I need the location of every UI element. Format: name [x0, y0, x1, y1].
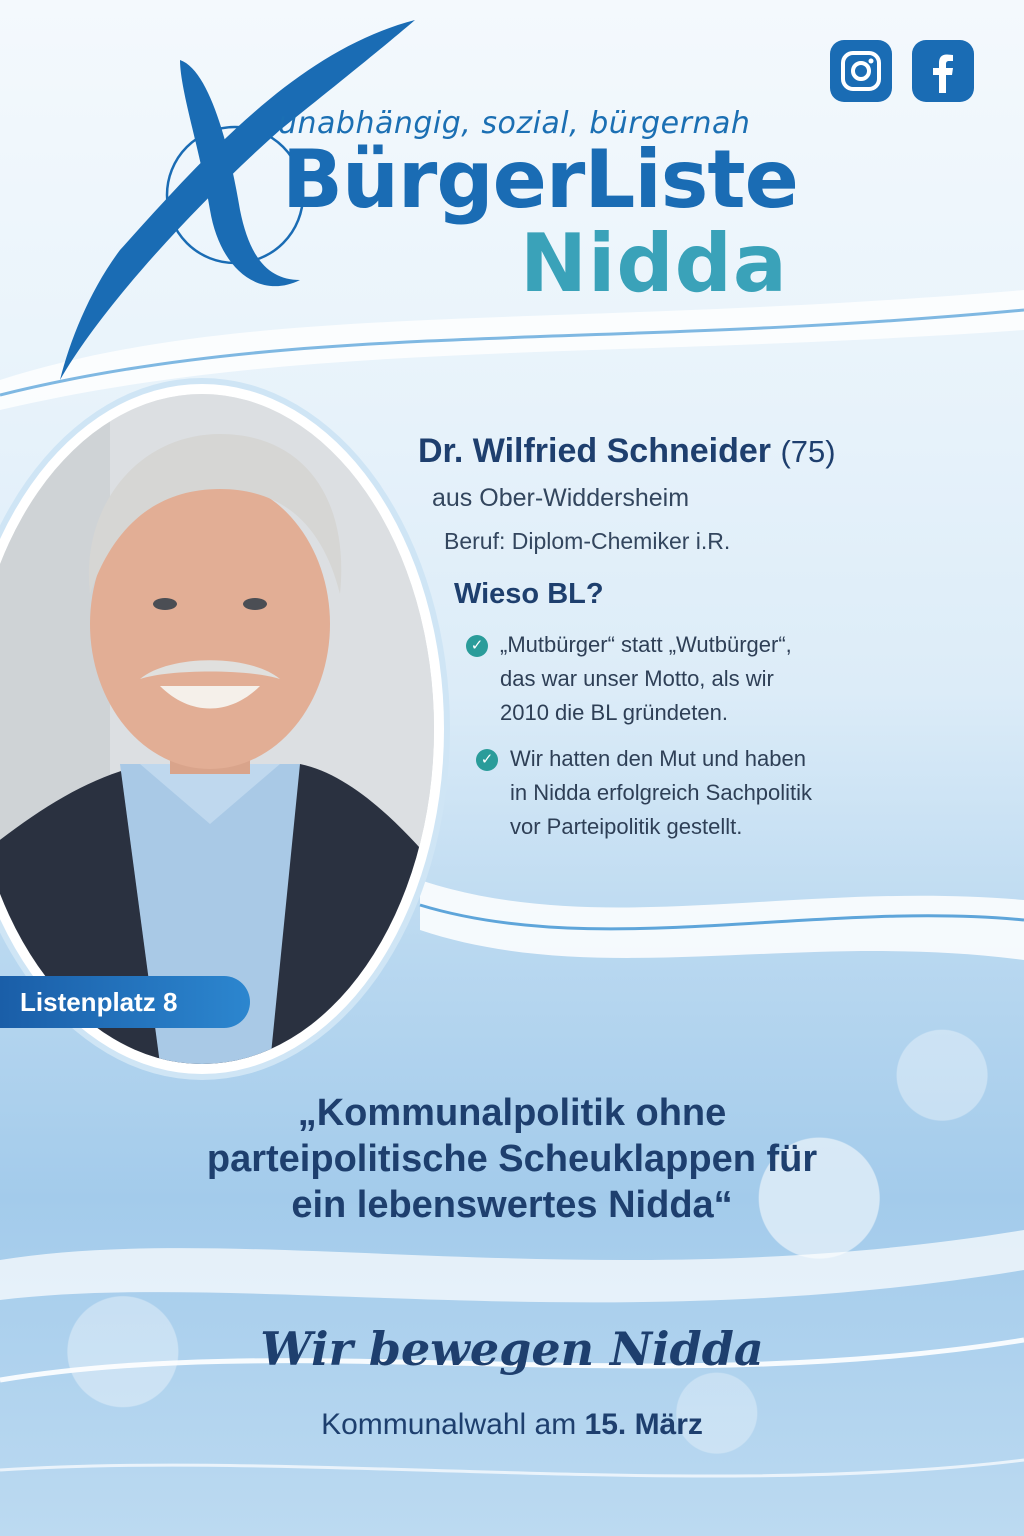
instagram-icon[interactable]	[830, 40, 892, 102]
candidate-origin: aus Ober-Widdersheim	[432, 484, 690, 512]
tagline: unabhängig, sozial, bürgernah	[278, 106, 751, 141]
check-icon: ✓	[466, 635, 488, 657]
quote-line: ein lebenswertes Nidda“	[291, 1184, 733, 1226]
quote-line: parteipolitische Scheuklappen für	[206, 1138, 818, 1180]
brand-name-line1: BürgerListe	[282, 133, 798, 226]
candidate-name: Dr. Wilfried Schneider	[418, 432, 771, 470]
quote-line: „Kommunalpolitik ohne	[297, 1092, 727, 1134]
candidate-age: (75)	[780, 434, 836, 469]
bullet-line: das war unser Motto, als wir	[500, 666, 774, 691]
candidate-photo	[0, 394, 434, 1064]
election-prefix: Kommunalwahl am	[321, 1408, 577, 1441]
facebook-icon[interactable]	[912, 40, 974, 102]
bullet-line: in Nidda erfolgreich Sachpolitik	[510, 780, 813, 805]
check-icon: ✓	[476, 749, 498, 771]
candidate-job: Beruf: Diplom-Chemiker i.R.	[444, 528, 731, 554]
why-bullet-2	[476, 742, 812, 844]
bullet-line: 2010 die BL gründeten.	[500, 700, 728, 725]
why-heading: Wieso BL?	[454, 578, 604, 610]
why-bullet-1	[466, 628, 792, 730]
election-date: 15. März	[584, 1408, 703, 1441]
bullet-line: „Mutbürger“ statt „Wutbürger“,	[500, 632, 792, 657]
bullet-line: Wir hatten den Mut und haben	[510, 746, 806, 771]
slogan: Wir bewegen Nidda	[260, 1322, 764, 1376]
election-date-line	[0, 1408, 1024, 1442]
bullet-line: vor Parteipolitik gestellt.	[510, 814, 743, 839]
brand-name-line2: Nidda	[520, 217, 788, 310]
candidate-name-line	[418, 432, 836, 471]
campaign-quote	[0, 1090, 1024, 1228]
list-position-badge: Listenplatz 8	[0, 976, 250, 1028]
